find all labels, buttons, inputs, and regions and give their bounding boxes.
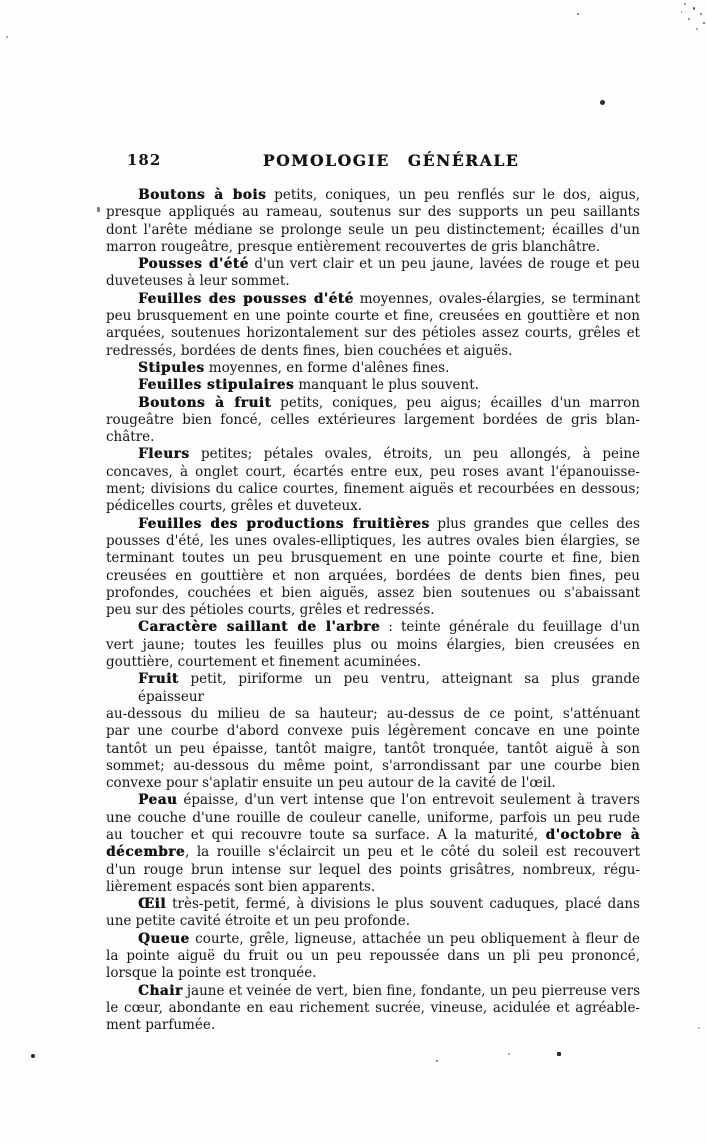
text-segment: profondes, couchées et bien aiguës, assez bien soutenues ou s'abaissant (106, 584, 640, 601)
text-segment: convexe pour s'aplatir ensuite un peu autour de la cavité de l'œil. (106, 775, 556, 792)
paragraph (106, 896, 640, 931)
scan-speckle (703, 22, 705, 24)
text-segment: presque appliqués au rameau, soutenus sur des supports un peu saillants (106, 204, 640, 221)
text-segment: dont l'arête médiane se prolonge seule un peu distinctement; écailles d'un (106, 221, 640, 238)
page-title: POMOLOGIE GÉNÉRALE (262, 151, 520, 170)
bold-lead: Peau (138, 792, 178, 809)
scan-speckle (31, 1054, 35, 1058)
scan-speckle (508, 1053, 510, 1055)
text-segment: d'un rouge brun intense sur lequel des points grisâtres, nombreux, régu- (106, 861, 640, 878)
bold-lead: Feuilles des pousses d'été (138, 290, 354, 307)
text-segment: peu sur des pétioles courts, grêles et redressés. (106, 602, 435, 619)
paragraph (106, 291, 640, 360)
bold-lead: Queue (138, 930, 190, 947)
paragraph (106, 360, 640, 377)
text-line (106, 879, 640, 896)
scan-speckle (693, 7, 695, 10)
text-segment: manquant le plus souvent. (294, 377, 479, 394)
text-segment: une petite cavité étroite et un peu profonde. (106, 913, 410, 930)
text-line (106, 948, 640, 965)
scan-speckle (97, 207, 100, 212)
scan-speckle (688, 18, 690, 20)
text-line (106, 464, 640, 481)
bold-lead: Caractère saillant de l'arbre (138, 619, 381, 636)
text-line (106, 654, 640, 671)
text-segment: châtre. (106, 429, 155, 446)
text-segment: petit, piriforme un peu ventru, atteignant sa plus grande épaisseur (138, 671, 640, 705)
text-line (106, 862, 640, 879)
text-line (106, 395, 640, 412)
text-line (106, 568, 640, 585)
text-line (106, 758, 640, 775)
text-segment: le cœur, abondante en eau richement sucrée, vineuse, acidulée et agréable- (106, 999, 640, 1016)
text-segment: vert jaune; toutes les feuilles plus ou moins élargies, bien creusées en (106, 636, 640, 653)
scan-speckle (436, 1060, 438, 1062)
bold-lead: Chair (138, 982, 183, 999)
bold-lead: Feuilles stipulaires (138, 377, 295, 394)
bold-lead: Stipules (138, 359, 205, 376)
text-segment: creusées en gouttière et non arquées, bordées de dents bien fines, peu (106, 567, 640, 584)
text-segment: courte, grêle, ligneuse, attachée un peu obliquement à fleur de (189, 930, 640, 947)
paragraph (106, 516, 640, 620)
paragraph (106, 395, 640, 447)
text-line (106, 256, 640, 273)
text-line (106, 308, 640, 325)
text-line (106, 1017, 640, 1034)
text-segment: d'un vert clair et un peu jaune, lavées de rouge et peu (248, 256, 640, 273)
text-line (106, 1000, 640, 1017)
text-segment: ment; divisions du calice courtes, finement aiguës et recourbées en dessous; (106, 481, 640, 498)
text-segment: très-petit, fermé, à divisions le plus souvent caduques, placé dans (166, 896, 640, 913)
text-segment: lorsque la pointe est tronquée. (106, 965, 317, 982)
bold-lead: Boutons à bois (138, 187, 267, 203)
text-line (106, 792, 640, 809)
text-segment: concaves, à onglet court, écartés entre eux, peu roses avant l'épanouisse- (106, 463, 640, 480)
scan-speckle (681, 11, 682, 13)
text-segment: jaune et veinée de vert, bien fine, fondante, un peu pierreuse vers (182, 982, 640, 999)
scan-speckle (577, 13, 579, 15)
text-segment: par une courbe d'abord convexe puis légèrement concave en une pointe (106, 723, 640, 740)
text-segment: épaisse, d'un vert intense que l'on entrevoit seulement à travers (177, 792, 640, 809)
text-segment: pousses d'été, les unes ovales-elliptiques, les autres ovales bien élargies, se (106, 532, 640, 549)
scan-speckle (698, 1027, 700, 1029)
text-line (106, 913, 640, 930)
paragraph (106, 671, 640, 792)
text-line (106, 222, 640, 239)
text-segment: peu brusquement en une pointe courte et fine, creusées en gouttière et non (106, 308, 640, 325)
text-segment: plus grandes que celles des (429, 515, 640, 532)
text-segment: moyennes, en forme d'alênes fines. (204, 359, 450, 376)
bold-lead: Fleurs (138, 446, 190, 463)
text-segment: pédicelles courts, grêles et duveteux. (106, 498, 363, 515)
text-line (106, 983, 640, 1000)
text-line (106, 550, 640, 567)
text-segment: marron rougeâtre, presque entièrement recouvertes de gris blanchâtre. (106, 238, 601, 255)
paragraph (106, 446, 640, 515)
bold-lead: Boutons à fruit (138, 394, 272, 411)
bold-lead: Œil (138, 896, 166, 913)
text-line (106, 619, 640, 636)
text-segment: ment parfumée. (106, 1017, 216, 1034)
text-line (106, 637, 640, 654)
text-line (106, 291, 640, 308)
text-line (106, 516, 640, 533)
text-line (106, 931, 640, 948)
text-segment: petits, coniques, peu aigus; écailles d'un marron (271, 394, 640, 411)
text-line (106, 723, 640, 740)
text-line (106, 775, 640, 792)
bold-lead: Feuilles des productions fruitières (138, 515, 430, 532)
paragraph (106, 931, 640, 983)
scan-speckle (557, 1052, 561, 1056)
text-line (106, 706, 640, 723)
text-line (106, 827, 640, 844)
page-number: 182 (127, 151, 162, 169)
paragraph (106, 377, 640, 394)
paragraph (106, 256, 640, 291)
scan-speckle (700, 13, 702, 15)
text-segment: moyennes, ovales-élargies, se terminant (353, 290, 640, 307)
text-line (106, 810, 640, 827)
text-segment: : teinte générale du feuillage d'un (380, 619, 640, 636)
text-segment: arquées, soutenues horizontalement sur des pétioles assez courts, grêles et (106, 325, 640, 342)
paragraph (106, 187, 640, 256)
text-line (106, 965, 640, 982)
text-line (106, 671, 640, 706)
text-line (106, 273, 640, 290)
text-line (106, 239, 640, 256)
bold-lead: d'octobre à (545, 826, 640, 843)
scan-speckle (684, 3, 686, 5)
text-line (106, 446, 640, 463)
text-line (106, 377, 640, 394)
scan-speckle (6, 36, 8, 38)
text-line (106, 481, 640, 498)
text-line (106, 533, 640, 550)
text-line (106, 498, 640, 515)
text-line (106, 343, 640, 360)
text-line (106, 412, 640, 429)
text-line (106, 602, 640, 619)
text-line (106, 429, 640, 446)
paragraph (106, 619, 640, 671)
bold-lead: Pousses d'été (138, 256, 249, 273)
text-line (106, 187, 640, 204)
scan-speckle (600, 100, 605, 105)
text-segment: gouttière, courtement et finement acuminées. (106, 654, 422, 671)
text-segment: redressés, bordées de dents fines, bien couchées et aiguës. (106, 342, 513, 359)
text-line (106, 585, 640, 602)
text-line (106, 325, 640, 342)
text-line (106, 741, 640, 758)
text-segment: lièrement espacés sont bien apparents. (106, 878, 376, 895)
text-line (106, 360, 640, 377)
text-segment: une couche d'une rouille de couleur canelle, uniforme, parfois un peu rude (106, 809, 640, 826)
text-segment: terminant toutes un peu brusquement en une pointe courte et fine, bien (106, 550, 640, 567)
text-segment: au-dessous du milieu de sa hauteur; au-dessus de ce point, s'atténuant (106, 705, 640, 722)
text-line (106, 844, 640, 861)
bold-lead: Fruit (138, 671, 179, 688)
page-body (106, 187, 640, 1035)
text-segment: petits, coniques, un peu renflés sur le dos, aigus, (266, 187, 640, 203)
paragraph (106, 792, 640, 896)
text-segment: rougeâtre bien foncé, celles extérieures largement bordées de gris blan- (106, 411, 640, 428)
text-segment: la pointe aiguë du fruit ou un peu repoussée dans un pli peu prononcé, (106, 948, 640, 965)
text-line (106, 896, 640, 913)
text-segment: petites; pétales ovales, étroits, un peu allongés, à peine (189, 446, 640, 463)
text-segment: au toucher et qui recouvre toute sa surface. A la maturité, (106, 826, 546, 843)
text-segment: , la rouille s'éclaircit un peu et le côté du soleil est recouvert (185, 844, 640, 861)
text-line (106, 204, 640, 221)
bold-lead: décembre (106, 844, 186, 861)
scan-speckle (696, 28, 698, 30)
paragraph (106, 983, 640, 1035)
text-segment: tantôt un peu épaisse, tantôt maigre, tantôt tronquée, tantôt aiguë à son (106, 740, 640, 757)
text-segment: sommet; au-dessous du même point, s'arrondissant par une courbe bien (106, 757, 640, 774)
text-segment: duveteuses à leur sommet. (106, 273, 290, 290)
